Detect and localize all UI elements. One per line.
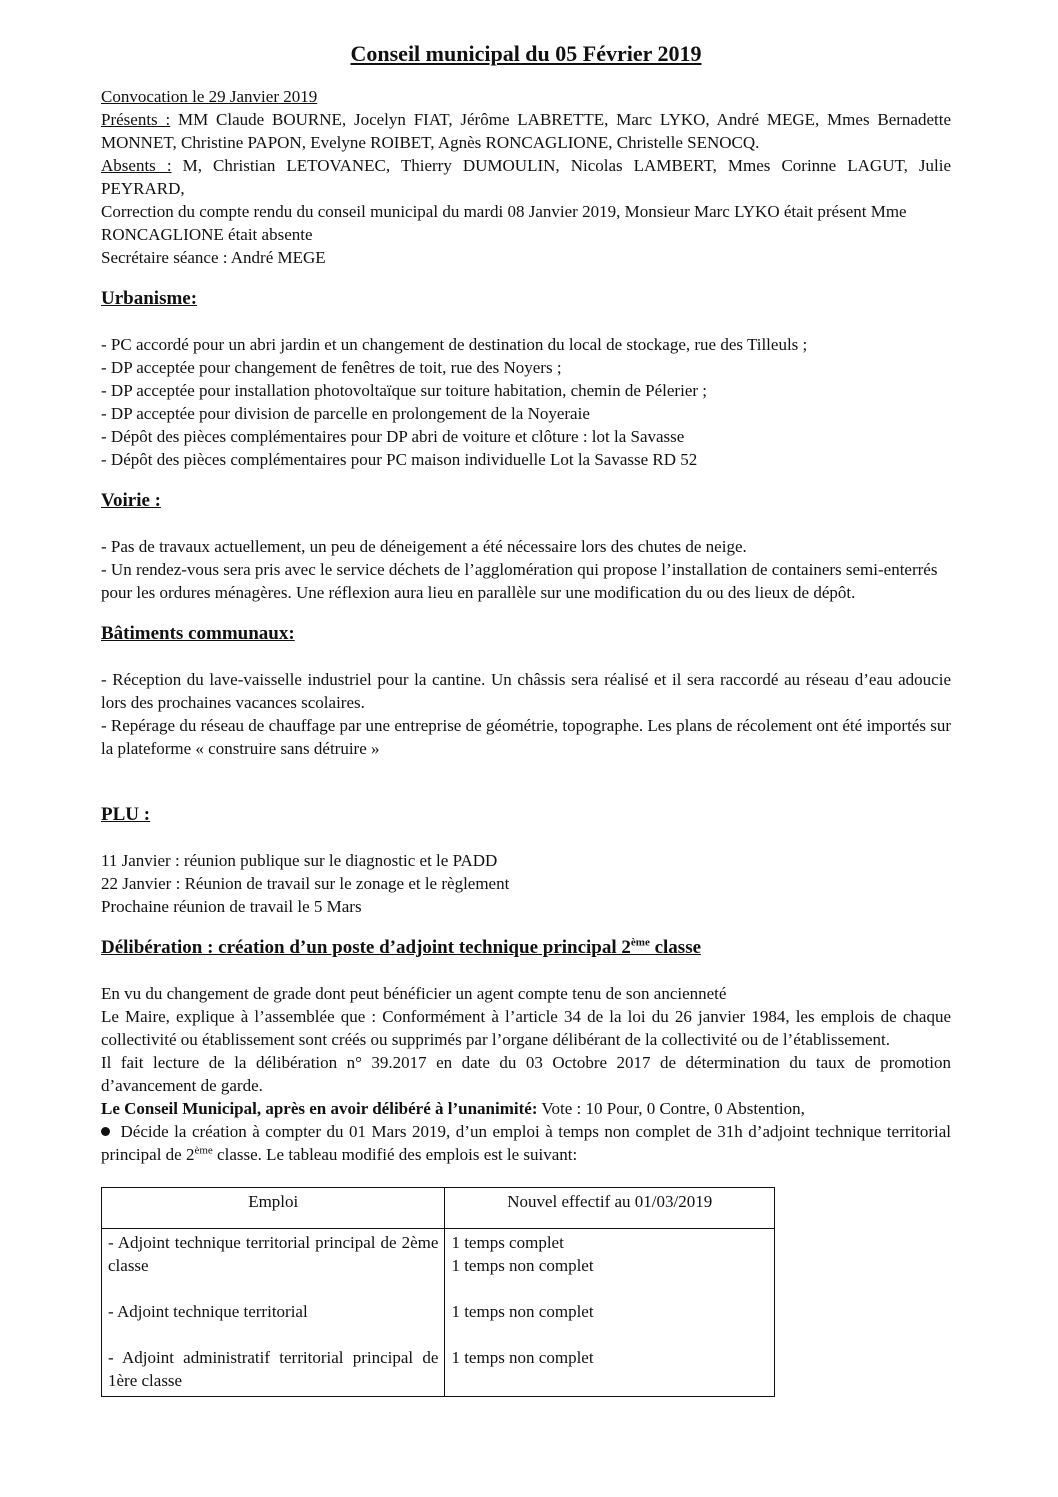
table-cell-emploi xyxy=(102,1229,445,1397)
absents-line xyxy=(101,154,951,200)
bullet-icon xyxy=(101,1127,110,1136)
list-item: - Pas de travaux actuellement, un peu de déneigement a été nécessaire lors des chutes de neige. xyxy=(101,537,747,556)
deliberation-section xyxy=(101,936,951,1397)
effectif-entry: 1 temps non complet xyxy=(451,1302,594,1321)
list-item: - DP acceptée pour installation photovoltaïque sur toiture habitation, chemin de Pélerier ; xyxy=(101,381,707,400)
emplois-table xyxy=(101,1187,775,1397)
list-item: 11 Janvier : réunion publique sur le diagnostic et le PADD xyxy=(101,851,498,870)
table-row xyxy=(102,1229,775,1397)
secretaire-line: Secrétaire séance : André MEGE xyxy=(101,248,326,267)
urbanisme-heading: Urbanisme: xyxy=(101,288,198,309)
batiments-section xyxy=(101,622,951,760)
correction-line: Correction du compte rendu du conseil municipal du mardi 08 Janvier 2019, Monsieur Marc LYKO était présent Mme RONCAGLIONE était absente xyxy=(101,202,907,244)
page-title: Conseil municipal du 05 Février 2019 xyxy=(350,41,702,66)
plu-section xyxy=(101,803,951,918)
batiments-heading: Bâtiments communaux: xyxy=(101,623,295,644)
decide-sup: ème xyxy=(194,1144,213,1157)
emploi-entry: - Adjoint technique territorial xyxy=(108,1302,308,1321)
vote-bold: Le Conseil Municipal, après en avoir délibéré à l’unanimité: xyxy=(101,1099,538,1118)
table-header-cell: Nouvel effectif au 01/03/2019 xyxy=(445,1188,775,1229)
batiments-list xyxy=(101,668,951,760)
deliberation-para: Il fait lecture de la délibération n° 39.2017 en date du 03 Octobre 2017 de détermination du taux de promotion d’avancement de garde. xyxy=(101,1053,951,1095)
list-item: Prochaine réunion de travail le 5 Mars xyxy=(101,897,362,916)
list-item: - Dépôt des pièces complémentaires pour PC maison individuelle Lot la Savasse RD 52 xyxy=(101,450,698,469)
emploi-entry: - Adjoint administratif territorial principal de 1ère classe xyxy=(108,1348,439,1390)
presents-label: Présents : xyxy=(101,110,171,129)
deliberation-para: En vu du changement de grade dont peut bénéficier un agent compte tenu de son ancienneté xyxy=(101,984,727,1003)
list-item: - PC accordé pour un abri jardin et un changement de destination du local de stockage, rue des Tilleuls ; xyxy=(101,335,808,354)
convocation-line xyxy=(101,85,951,108)
table-cell-effectif xyxy=(445,1229,775,1397)
presents-line xyxy=(101,108,951,154)
convocation-text: Convocation le 29 Janvier 2019 xyxy=(101,87,318,106)
urbanisme-list xyxy=(101,333,951,471)
decide-text: Décide la création à compter du 01 Mars 2019, d’un emploi à temps non complet de 31h d’adjoint technique territorial principal de 2 xyxy=(101,1122,951,1164)
emploi-entry: - Adjoint technique territorial principal de 2ème classe xyxy=(108,1233,439,1275)
decide-end: classe. Le tableau modifié des emplois est le suivant: xyxy=(212,1145,578,1164)
table-header-cell: Emploi xyxy=(102,1188,445,1229)
voirie-section xyxy=(101,489,951,604)
effectif-entry: 1 temps non complet xyxy=(451,1348,594,1367)
list-item: 22 Janvier : Réunion de travail sur le zonage et le règlement xyxy=(101,874,510,893)
deliberation-heading-text: Délibération : création d’un poste d’adjoint technique principal 2 xyxy=(101,937,631,958)
list-item: - Réception du lave-vaisselle industriel pour la cantine. Un châssis sera réalisé et il sera raccordé au réseau d’eau adoucie lors des prochaines vacances scolaires. xyxy=(101,670,951,712)
list-item: - DP acceptée pour division de parcelle en prolongement de la Noyeraie xyxy=(101,404,590,423)
vote-line xyxy=(101,1097,951,1120)
effectif-entry: 1 temps complet xyxy=(451,1233,564,1252)
absents-text: M, Christian LETOVANEC, Thierry DUMOULIN, Nicolas LAMBERT, Mmes Corinne LAGUT, Julie PEYRARD, xyxy=(101,156,951,198)
voirie-list xyxy=(101,535,951,604)
plu-list xyxy=(101,849,951,918)
document-page xyxy=(101,40,951,1397)
list-item: - DP acceptée pour changement de fenêtres de toit, rue des Noyers ; xyxy=(101,358,562,377)
table-header-row xyxy=(102,1188,775,1229)
list-item: - Dépôt des pièces complémentaires pour DP abri de voiture et clôture : lot la Savasse xyxy=(101,427,685,446)
intro-block xyxy=(101,85,951,269)
list-item: - Un rendez-vous sera pris avec le service déchets de l’agglomération qui propose l’installation de containers semi-enterrés pour les ordures ménagères. Une réflexion aura lieu en parallèle sur une modification du ou des lieux de dépôt. xyxy=(101,560,938,602)
vote-rest: Vote : 10 Pour, 0 Contre, 0 Abstention, xyxy=(537,1099,805,1118)
plu-heading: PLU : xyxy=(101,804,151,825)
deliberation-para: Le Maire, explique à l’assemblée que : Conformément à l’article 34 de la loi du 26 janvier 1984, les emplois de chaque collectivité ou établissement sont créés ou supprimés par l’organe délibérant de la collectivité ou de l’établissement. xyxy=(101,1007,951,1049)
absents-label: Absents : xyxy=(101,156,172,175)
voirie-heading: Voirie : xyxy=(101,490,161,511)
deliberation-heading-end: classe xyxy=(649,937,702,958)
urbanisme-section xyxy=(101,287,951,471)
presents-text: MM Claude BOURNE, Jocelyn FIAT, Jérôme LABRETTE, Marc LYKO, André MEGE, Mmes Bernadette MONNET, Christine PAPON, Evelyne ROIBET, Agnès RONCAGLIONE, Christelle SENOCQ. xyxy=(101,110,951,152)
decide-line xyxy=(101,1120,951,1166)
deliberation-heading xyxy=(101,936,951,960)
deliberation-heading-sup: ème xyxy=(630,936,650,949)
effectif-entry: 1 temps non complet xyxy=(451,1256,594,1275)
list-item: - Repérage du réseau de chauffage par une entreprise de géométrie, topographe. Les plans de récolement ont été importés sur la plateforme « construire sans détruire » xyxy=(101,716,951,758)
